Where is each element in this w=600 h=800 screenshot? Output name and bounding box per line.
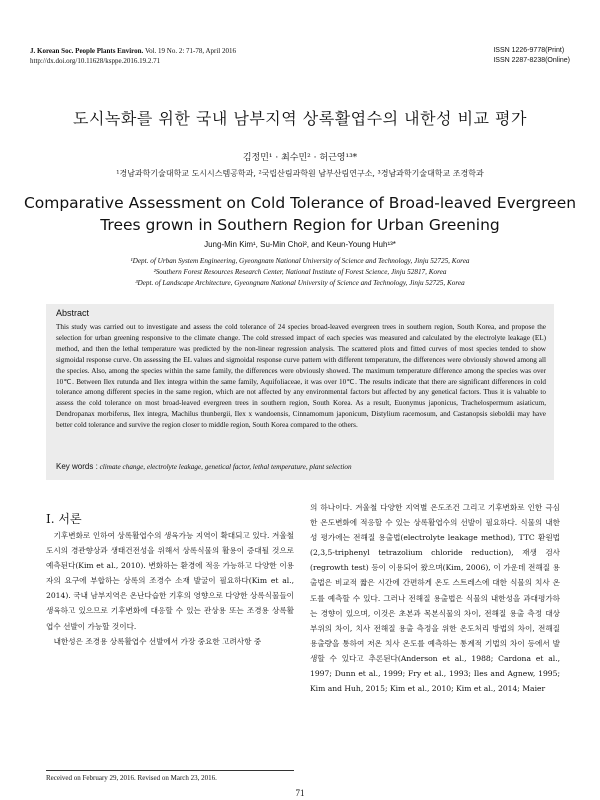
volume-info: Vol. 19 No. 2: 71-78, April 2016 <box>144 47 237 55</box>
issn-print: ISSN 1226-9778(Print) <box>493 47 565 54</box>
issn-block <box>493 46 570 66</box>
english-title-line2: Trees grown in Southern Region for Urban Greening <box>100 216 500 234</box>
paragraph: 기후변화로 인하여 상록활엽수의 생육가능 지역이 확대되고 있다. 겨울철 도시의 경관향상과 생태건전성을 위해서 상록식물의 활용이 증대될 것으로 예측된다(Kim et al., 2010). 변화하는 환경에 적응 가능하고 다양한 이용자의 요구에 부합하는 상록의 조경수 소재 발굴이 필요하다(Kim et al., 2014). 국내 남부지역은 온난다습한 기후의 영향으로 다양한 상록식물들이 생육하고 있으므로 기후변화에 대응할 수 있는 관상용 또는 조경용 상록활엽수 선발이 가능할 것이다. <box>46 531 294 631</box>
received-note: Received on February 29, 2016. Revised on March 23, 2016. <box>46 774 217 782</box>
keywords-label: Key words : <box>56 462 98 471</box>
right-column <box>310 500 560 696</box>
affiliation-1: ¹Dept. of Urban System Engineering, Gyeongnam National University of Science and Technology, Jinju 52725, Korea <box>130 257 470 265</box>
issn-online: ISSN 2287-8238(Online) <box>493 57 570 64</box>
korean-authors: 김정민¹ · 최수민² · 허근영¹³* <box>242 153 358 163</box>
english-authors: Jung-Min Kim¹, Su-Min Choi², and Keun-Young Huh¹³* <box>204 240 396 249</box>
footnote-rule <box>46 770 294 771</box>
abstract-heading: Abstract <box>56 308 90 318</box>
journal-header <box>30 46 236 66</box>
journal-name: J. Korean Soc. People Plants Environ. <box>30 47 144 55</box>
left-column <box>46 528 294 649</box>
korean-title: 도시녹화를 위한 국내 남부지역 상록활엽수의 내한성 비교 평가 <box>73 109 527 128</box>
abstract-text: This study was carried out to investigate and assess the cold tolerance of 24 species broad-leaved evergreen trees in southern region, South Korea, and propose the selection for urban greening responsive to the climate change. The cold stressed impact of each species was measured and calculated by the electrolyte leakage (EL) method, and then the lethal temperature was predicted by the non-linear regression analysis. The scattered plots and fitted curves of most species tended to show sigmoidal response curve. On assessing the EL values and sigmoidal response curve pattern with different temperature, the differences were obviously showed among all the species. Also, among the species within the same family, the differences were obviously showed. The maximum temperature difference among the species was over 10℃. Between Ilex rutunda and Ilex integra within the same family, Aquifoliaceae, it was over 10℃. The results indicate that there are significant differences in cold tolerance among different species in the same region, which are not affected by any environmental factors but affected by any genetical factors. Thus it is valuable to assess the cold tolerance on most broad-leaved evergreen trees in southern region, South Korea. As a result, Euonymus japonicus, Trachelospermum asiaticum, Dendropanax morbiferus, Ilex integra, Machilus thunbergii, Ilex x wandoensis, Cinnamomum japonicum, Distylium racemosum, and Castanopsis sieboldii may have better cold tolerance and survive the region closer to middle region, South Korea compared to the others. <box>56 323 546 430</box>
paragraph: 내한성은 조경용 상록활엽수 선발에서 가장 중요한 고려사항 중 <box>53 636 262 646</box>
keywords-value: climate change, electrolyte leakage, genetical factor, lethal temperature, plant selection <box>99 463 352 471</box>
page-number: 71 <box>295 788 305 798</box>
english-title <box>0 192 600 236</box>
affiliation-2: ²Southern Forest Resources Research Center, National Institute of Forest Science, Jinju 52817, Korea <box>153 268 447 276</box>
english-title-line1: Comparative Assessment on Cold Tolerance of Broad-leaved Evergreen <box>23 194 577 212</box>
section-heading: Ⅰ. 서론 <box>46 512 82 526</box>
paragraph: 의 하나이다. 겨울철 다양한 지역별 온도조건 그리고 기후변화로 인한 극심한 온도변화에 적응할 수 있는 상록활엽수의 선발이 필요하다. 식물의 내한성 평가에는 전해질 용출법(electrolyte leakage method), TTC 환원법(2,3,5-triphenyl tetrazolium chloride reduction), 재생 검사(regrowth test) 등이 이용되어 왔으며(Kim, 2006), 이 가운데 전해질 용출법은 비교적 짧은 시간에 간편하게 온도 스트레스에 대한 식물의 치사 온도를 예측할 수 있다. 그러나 전해질 용출법은 식물의 내한성을 과대평가하는 경향이 있으며, 이것은 초본과 목본식물의 차이, 전해질 용출 측정 대상 부위의 차이, 치사 전해질 용출 측정을 위한 온도처리 방법의 차이, 전해질 용출량을 통하여 저온 치사 온도를 예측하는 통계적 기법의 차이 등에서 발생할 수 있다고 추론된다(Anderson et al., 1988; Cardona et al., 1997; Dunn et al., 1999; Fry et al., 1993; Iles and Agnew, 1995; Kim and Huh, 2015; Kim et al., 2010; Kim et al., 2014; Maier <box>310 503 560 694</box>
korean-affiliations: ¹경남과학기술대학교 도시시스템공학과, ²국립산림과학원 남부산림연구소, ³경남과학기술대학교 조경학과 <box>116 169 484 178</box>
affiliation-3: ³Dept. of Landscape Architecture, Gyeongnam National University of Science and Technology, Jinju 52725, Korea <box>135 279 465 287</box>
doi-link[interactable]: http://dx.doi.org/10.11628/ksppe.2016.19.2.71 <box>30 57 161 65</box>
keywords-line <box>56 462 546 471</box>
